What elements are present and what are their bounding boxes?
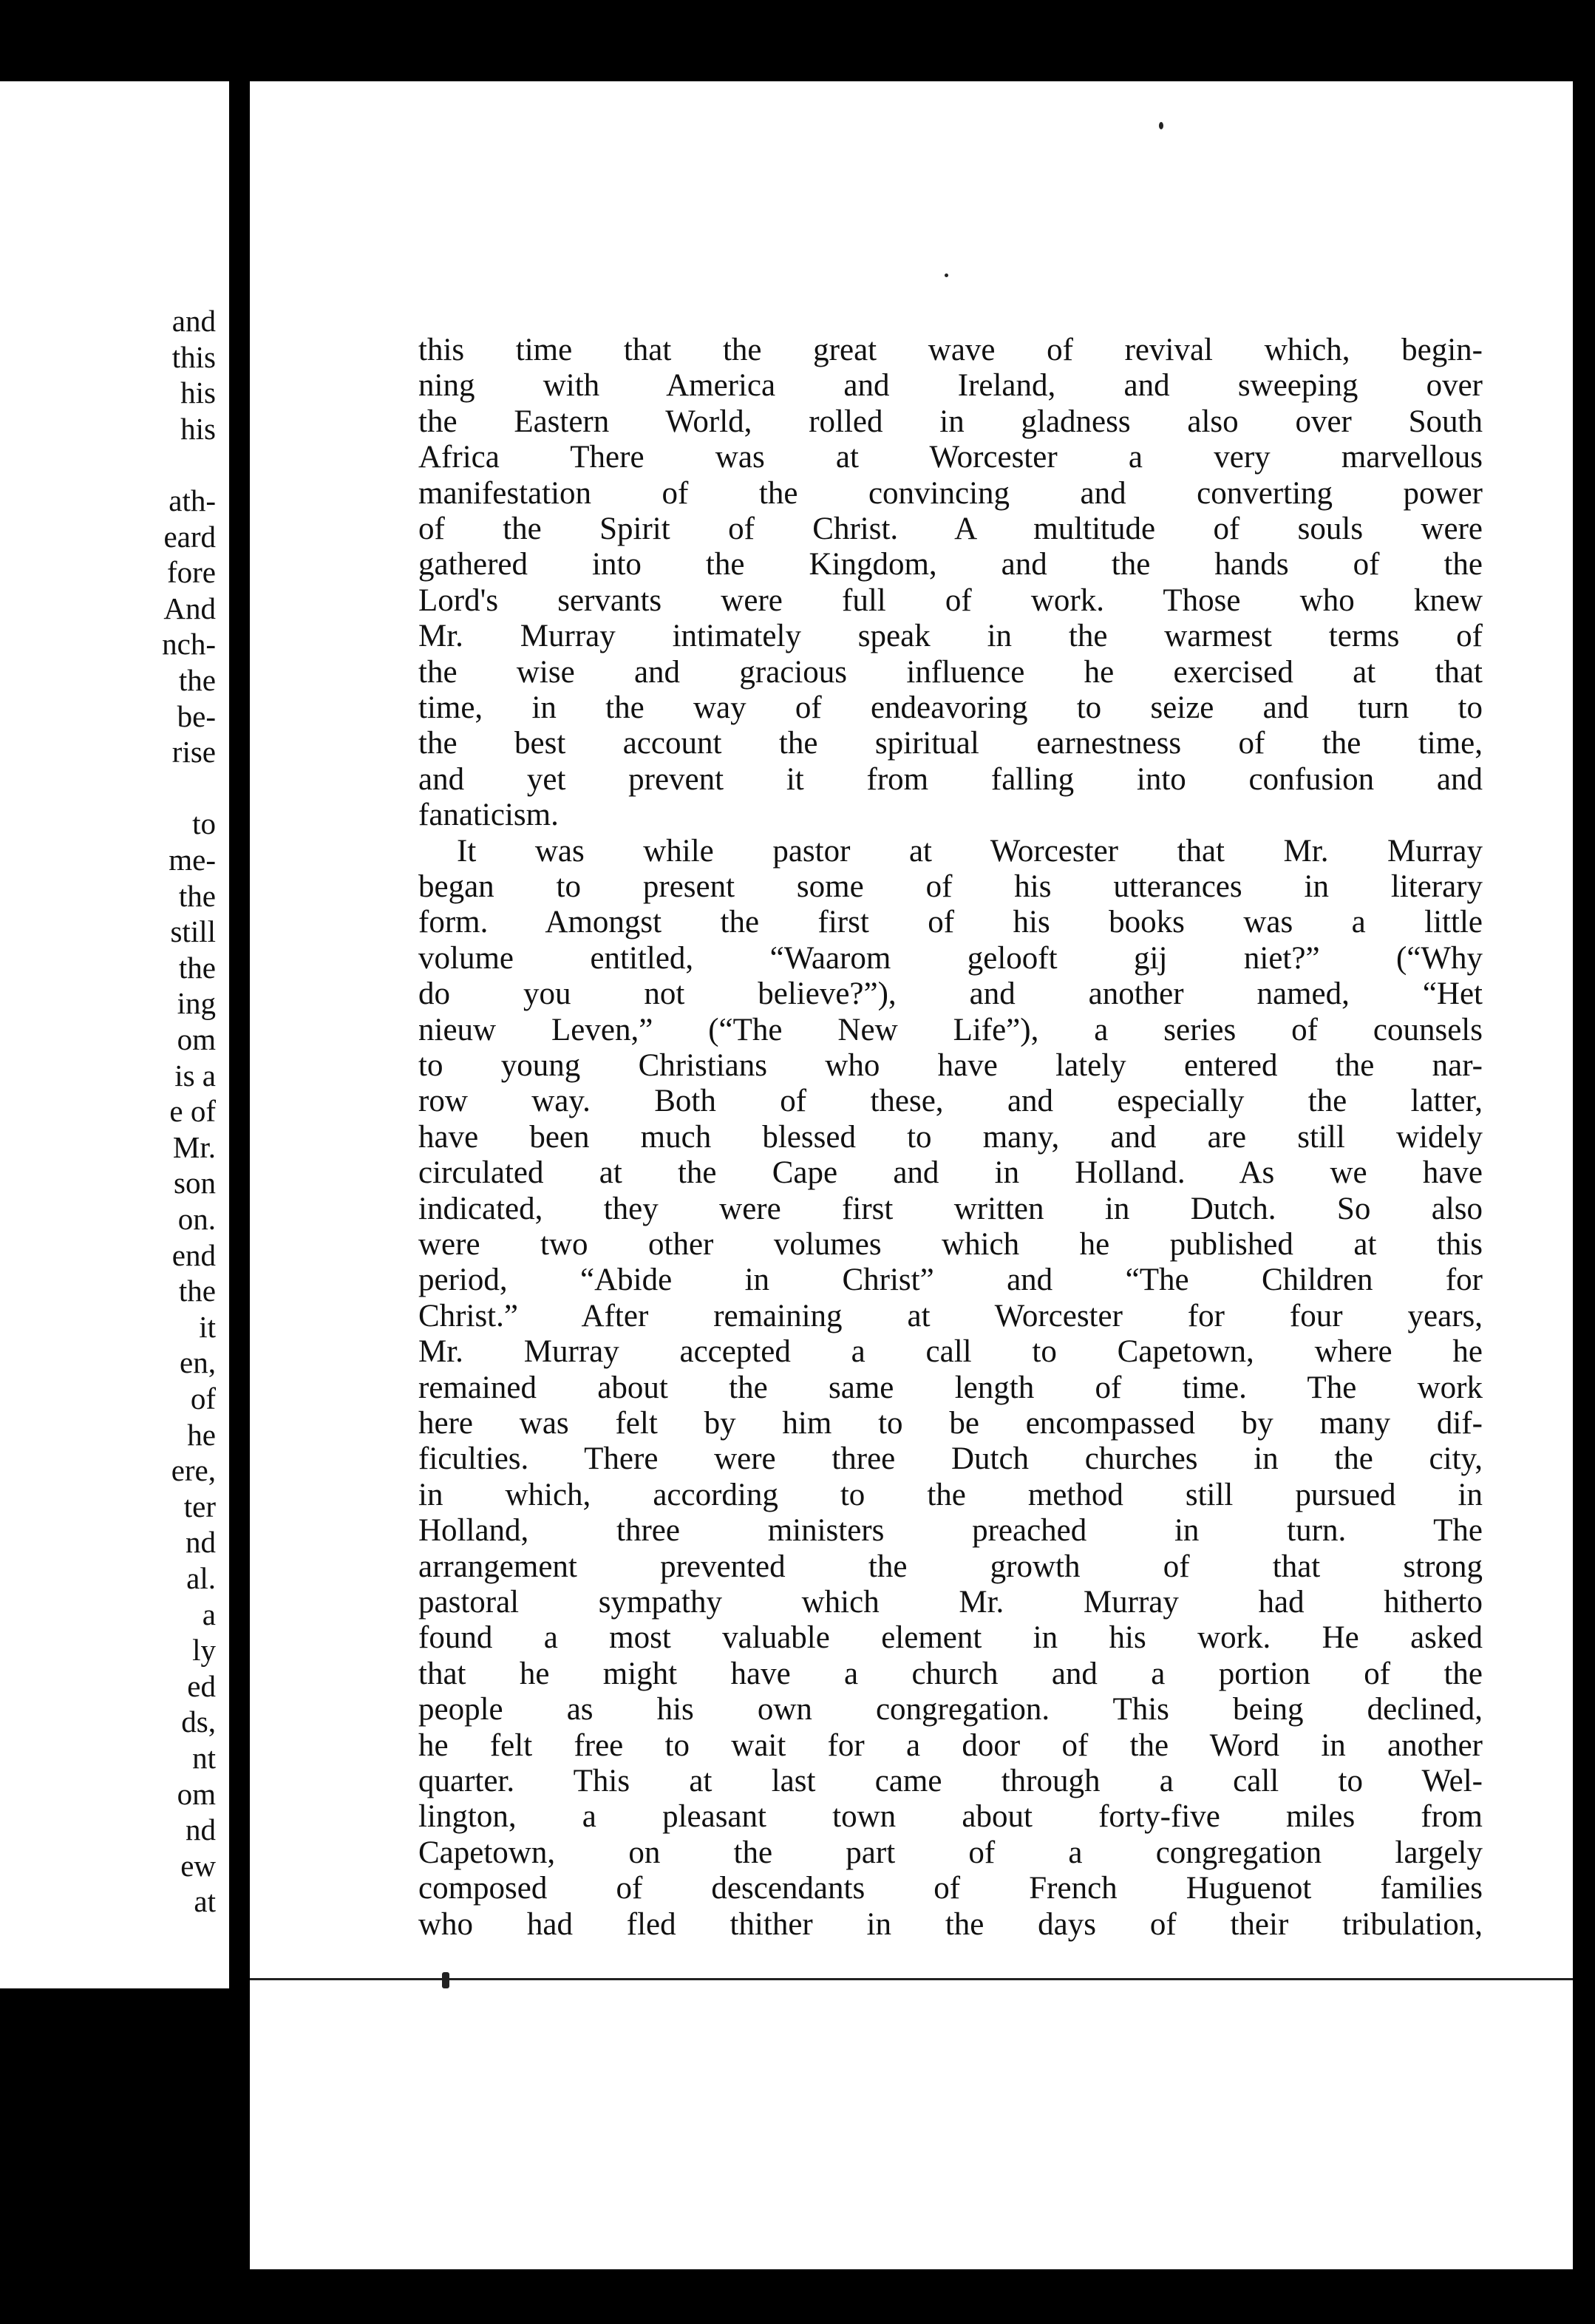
text-line: row way. Both of these, and especially the latter,	[418, 1084, 1483, 1119]
text-line: Mr. Murray accepted a call to Capetown, where he	[418, 1334, 1483, 1370]
text-line: in which, according to the method still pursued in	[418, 1477, 1483, 1512]
text-line: form. Amongst the first of his books was a little	[418, 905, 1483, 940]
text-line: to young Christians who have lately entered the nar-	[418, 1048, 1483, 1083]
left-page-line: rise	[171, 735, 216, 769]
text-line: Lord's servants were full of work. Those who knew	[418, 582, 1483, 618]
left-page-line: at	[194, 1884, 216, 1919]
text-line: fanaticism.	[418, 798, 559, 833]
text-line: ficulties. There were three Dutch churches in the city,	[418, 1441, 1483, 1477]
text-line: have been much blessed to many, and are still widely	[418, 1119, 1483, 1155]
text-line: and yet prevent it from falling into confusion and	[418, 761, 1483, 797]
main-page	[250, 81, 1573, 2269]
text-line: remained about the same length of time. The work	[418, 1370, 1483, 1405]
text-line: the best account the spiritual earnestness of the time,	[418, 726, 1483, 761]
text-line: arrangement prevented the growth of that strong	[418, 1549, 1483, 1584]
left-page-line: ed	[187, 1668, 216, 1703]
text-line: ning with America and Ireland, and sweeping over	[418, 368, 1483, 404]
left-page-line: his	[180, 376, 216, 410]
text-line: of the Spirit of Christ. A multitude of souls were	[418, 512, 1483, 546]
left-page-line: still	[170, 914, 216, 949]
text-line: found a most valuable element in his work. He asked	[418, 1620, 1483, 1656]
ink-speck	[1159, 122, 1163, 129]
text-line: Africa There was at Worcester a very marvellous	[418, 440, 1483, 475]
left-page-line: of	[190, 1382, 216, 1416]
scan-border-right	[1573, 81, 1595, 2324]
left-page-line: the	[178, 663, 216, 697]
left-page-line: to	[192, 806, 216, 841]
text-line: gathered into the Kingdom, and the hands of the	[418, 547, 1483, 582]
left-page-line: end	[171, 1237, 216, 1272]
left-page-line: and	[171, 304, 216, 338]
left-page-line: ing	[177, 986, 216, 1021]
left-page-line: nch-	[162, 627, 216, 662]
left-page-line: ere,	[171, 1453, 216, 1488]
left-page-line: is a	[174, 1058, 216, 1093]
left-page-line: eard	[163, 519, 216, 554]
left-page-line: it	[199, 1309, 216, 1344]
left-page-line: he	[187, 1417, 216, 1452]
left-page-line: nd	[186, 1525, 216, 1560]
text-line: lington, a pleasant town about forty-five miles from	[418, 1799, 1483, 1835]
left-page-line: And	[163, 591, 216, 625]
text-line: pastoral sympathy which Mr. Murray had hitherto	[418, 1585, 1483, 1620]
text-line: Holland, three ministers preached in turn. The	[418, 1513, 1483, 1549]
left-page-line: ly	[192, 1633, 216, 1668]
text-line: the Eastern World, rolled in gladness also over South	[418, 404, 1483, 439]
text-line: composed of descendants of French Huguenot families	[418, 1871, 1483, 1906]
text-line: time, in the way of endeavoring to seize and turn to	[418, 690, 1483, 725]
left-page-line: om	[177, 1776, 216, 1811]
left-page-line: fore	[166, 555, 216, 590]
left-page-line: ter	[183, 1489, 216, 1523]
left-page-line: son	[174, 1166, 216, 1200]
text-line: quarter. This at last came through a call to Wel-	[418, 1764, 1483, 1798]
text-line: Christ.” After remaining at Worcester for four years,	[418, 1298, 1483, 1333]
left-page-line: ds,	[181, 1705, 216, 1739]
text-line: period, “Abide in Christ” and “The Children for	[418, 1263, 1483, 1298]
ink-speck	[442, 1972, 449, 1988]
text-line: circulated at the Cape and in Holland. As we have	[418, 1155, 1483, 1191]
text-line: Capetown, on the part of a congregation largely	[418, 1835, 1483, 1870]
text-line: who had fled thither in the days of their tribulation,	[418, 1906, 1483, 1942]
scan-border-bottom-left	[0, 1988, 250, 2324]
left-page-line: ew	[180, 1848, 216, 1883]
left-page-line: Mr.	[172, 1129, 216, 1164]
left-page-line: the	[178, 950, 216, 985]
text-line: manifestation of the convincing and converting power	[418, 475, 1483, 511]
text-line: nieuw Leven,” (“The New Life”), a series of counsels	[418, 1012, 1483, 1047]
left-page-line: the	[178, 878, 216, 913]
left-page-line: om	[177, 1022, 216, 1056]
left-page-line: e of	[169, 1094, 216, 1129]
text-line: do you not believe?”), and another named, “Het	[418, 976, 1483, 1012]
left-page-line: me-	[169, 843, 216, 877]
text-line: he felt free to wait for a door of the Word in another	[418, 1727, 1483, 1763]
text-line: the wise and gracious influence he exercised at that	[418, 654, 1483, 690]
text-line: that he might have a church and a portion of the	[418, 1656, 1483, 1691]
left-page-line: al.	[186, 1561, 216, 1595]
text-line: began to present some of his utterances in literary	[418, 869, 1483, 904]
scan-border-top	[0, 0, 1595, 81]
left-page-line: his	[180, 411, 216, 446]
left-page-line: this	[171, 339, 216, 374]
page-gutter	[229, 81, 250, 1988]
left-page-line: be-	[177, 699, 216, 733]
ink-speck	[945, 273, 948, 277]
text-line: It was while pastor at Worcester that Mr. Murray	[457, 833, 1483, 869]
text-line: Mr. Murray intimately speak in the warmest terms of	[418, 619, 1483, 654]
text-line: here was felt by him to be encompassed by many dif-	[418, 1406, 1483, 1441]
text-line: people as his own congregation. This being declined,	[418, 1692, 1483, 1727]
left-page-fragment	[0, 81, 229, 1988]
left-page-line: nd	[186, 1812, 216, 1847]
text-line: this time that the great wave of revival which, begin-	[418, 333, 1483, 367]
left-page-line: nt	[192, 1741, 216, 1775]
left-page-line: a	[202, 1597, 216, 1631]
left-page-line: the	[178, 1274, 216, 1308]
left-page-line: ath-	[169, 483, 216, 517]
text-line: were two other volumes which he published at this	[418, 1227, 1483, 1262]
text-line: volume entitled, “Waarom gelooft gij niet?” (“Why	[418, 940, 1483, 976]
text-line: indicated, they were first written in Dutch. So also	[418, 1191, 1483, 1226]
left-page-line: on.	[177, 1202, 216, 1236]
left-page-line: en,	[180, 1345, 216, 1380]
